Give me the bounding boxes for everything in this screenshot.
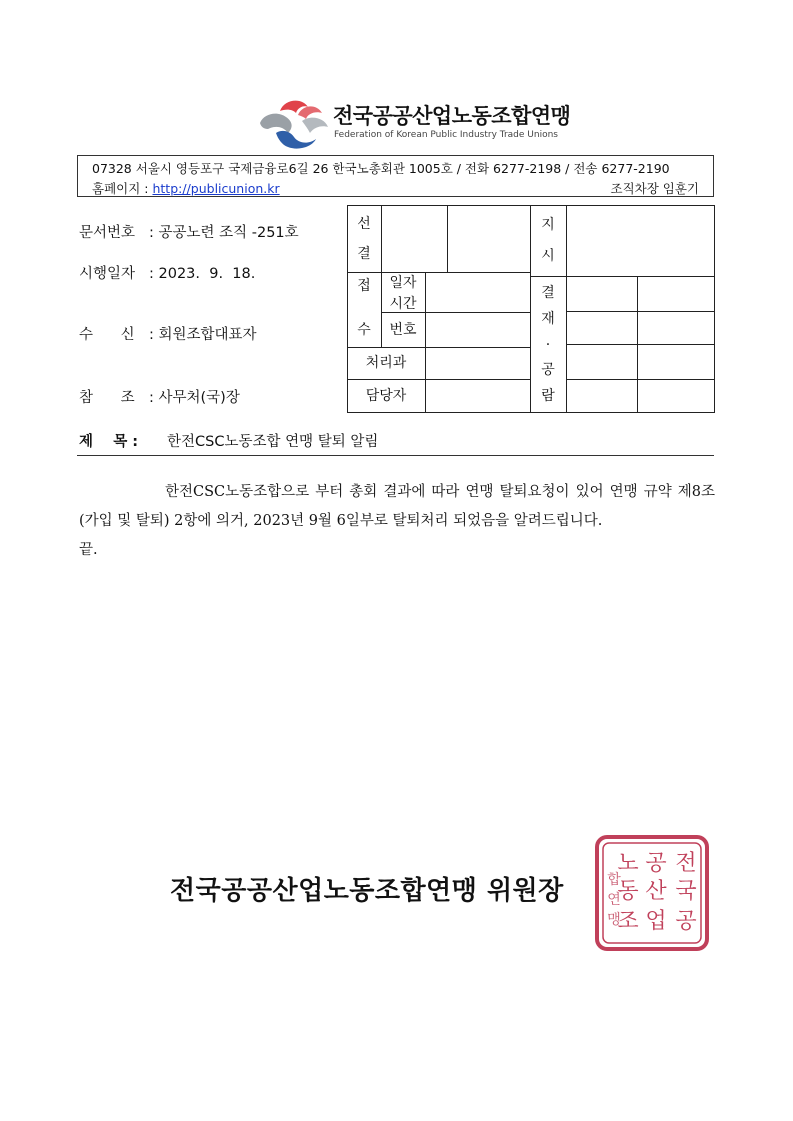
doc-number-value: : 공공노련 조직 -251호 [149,225,299,241]
gong-label: 공 [541,362,555,378]
gyeol2-label: 결 [541,285,555,301]
si-label: 시 [541,248,555,264]
date-value: : 2023. 9. 18. [149,266,256,282]
body-text [79,478,715,565]
address-box [77,155,714,197]
svg-text:합: 합 [607,872,621,888]
date-label: 시행일자 [79,266,136,282]
svg-text:산: 산 [645,879,667,904]
address-line: 07328 서울시 영등포구 국제금융로6길 26 한국노총회관 1005호 / 전화 6277-2198 / 전송 6277-2190 [92,161,670,176]
recipient-label: 수 신 [79,327,135,343]
subject-row [79,430,378,451]
reference-row [79,386,240,407]
svg-text:동: 동 [617,879,639,904]
date-row [79,262,255,283]
time-cell-label: 시간 [389,296,417,312]
number-cell-label: 번호 [389,322,417,338]
doc-number-row [79,221,299,242]
subject-label: 제 목 : [79,434,139,450]
svg-text:공: 공 [645,851,667,876]
org-name-korean: 전국공공산업노동조합연맹 [333,104,571,128]
homepage-link[interactable]: http://publicunion.kr [152,181,280,196]
date-cell-label: 일자 [389,275,417,291]
federation-logo [258,97,330,149]
homepage-label: 홈페이지 : [92,181,149,196]
ji-label: 지 [541,217,555,233]
signature: 전국공공산업노동조합연맹 위원장 [170,876,564,906]
logo-red-mark-2 [298,106,322,119]
approval-table [347,205,715,413]
jae-label: 재 [541,311,555,327]
body-paragraph: 한전CSC노동조합으로 부터 총회 결과에 따라 연맹 탈퇴요청이 있어 연맹 규약 제8조(가입 및 탈퇴) 2항에 의거, 2023년 9월 6일부로 탈퇴처리 되었음을 알려드립니다. [79,484,715,529]
seal-char-1: 전 [675,851,697,876]
svg-text:공: 공 [675,909,697,934]
reference-value: : 사무처(국)장 [149,390,240,406]
ram-label: 람 [541,388,555,404]
contact-person: 조직차장 임훈기 [610,181,699,196]
svg-text:업: 업 [645,909,667,934]
processing-dept-label: 처리과 [365,355,407,371]
logo-blue-mark [276,131,316,149]
svg-text:노: 노 [617,851,639,876]
subject-divider [77,455,714,456]
logo-gray-mark [260,114,292,133]
seon-label: 선 [357,216,371,232]
su-label: 수 [357,322,371,338]
org-name-english: Federation of Korean Public Industry Trade Unions [334,130,558,140]
reference-label: 참 조 [79,390,135,406]
dot-label: · [545,337,551,353]
official-seal [594,834,710,952]
officer-label: 담당자 [365,388,407,404]
jeop-label: 접 [357,278,371,294]
svg-text:맹: 맹 [607,912,621,928]
svg-text:조: 조 [617,909,639,934]
gyeol-label: 결 [357,246,371,262]
svg-text:연: 연 [607,892,621,908]
homepage-line [92,179,280,197]
subject-text: 한전CSC노동조합 연맹 탈퇴 알림 [167,434,379,450]
logo-gray-mark-2 [302,118,328,133]
recipient-row [79,323,257,344]
doc-number-label: 문서번호 [79,225,136,241]
recipient-value: : 회원조합대표자 [149,327,257,343]
svg-text:국: 국 [675,879,697,904]
body-end: 끝. [79,542,98,558]
